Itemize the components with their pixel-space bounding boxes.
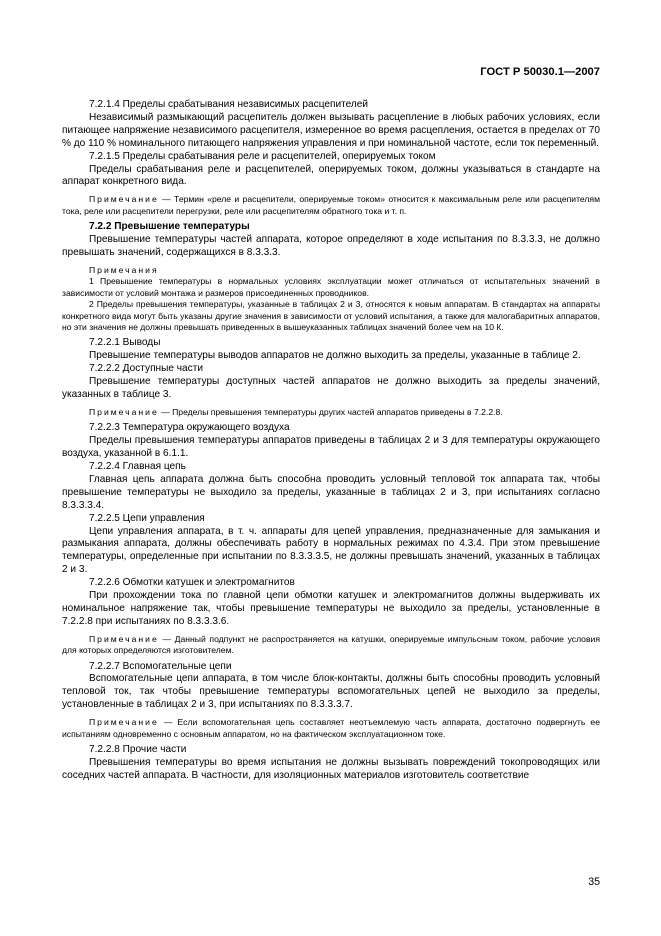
note-item: 2 Пределы превышения температуры, указанные в таблицах 2 и 3, относятся к новым аппаратам. В стандартах на аппараты конкретного вида могут быть указаны другие значения в зависимости от условий испытания, а также для малогабаритных аппаратов, но эти значения не должны превышать приведенных в вышеуказанных таблицах значений более чем на 10 К. xyxy=(62,299,600,332)
notes-label xyxy=(62,265,600,276)
note xyxy=(62,194,600,217)
clause-heading: 7.2.2.4 Главная цепь xyxy=(89,460,186,472)
note-text: — Термин «реле и расцепители, оперируемые током» относится к максимальным реле или расцепителям тока, реле или расцепители перегрузки, реле или расцепителям обратного тока и т. п. xyxy=(62,194,600,216)
note xyxy=(62,407,600,418)
clause-heading: 7.2.1.4 Пределы срабатывания независимых расцепителей xyxy=(89,99,369,110)
document-page xyxy=(62,0,600,936)
note-text: — Данный подпункт не распространяется на катушки, оперируемые импульсным током, рабочие условия для которых определяются изготовителем. xyxy=(62,633,600,656)
standard-header: ГОСТ Р 50030.1—2007 xyxy=(480,66,600,78)
paragraph: При прохождении тока по главной цепи обмотки катушек и электромагнитов должны выдерживать их номинальное напряжение так, чтобы превышение температуры не выходило за пределы, установленные в 7.2.2.8 при испытаниях по 8.3.3.3.6. xyxy=(62,590,600,627)
note-label: Примечание xyxy=(89,194,159,205)
note xyxy=(62,634,600,657)
paragraph: Главная цепь аппарата должна быть способна проводить условный тепловой ток аппарата так, чтобы превышение температуры не выходило за пределы, указанные в таблицах 2 и 3, при испытаниях согласно 8.3.3.3.4. xyxy=(62,473,600,511)
note-label: Примечание xyxy=(89,633,159,644)
paragraph: Превышение температуры доступных частей аппаратов не должно выходить за пределы значений, указанных в таблице 3. xyxy=(62,376,600,400)
note-text: — Пределы превышения температуры других частей аппаратов приведены в 7.2.2.8. xyxy=(158,406,503,417)
note-item: 1 Превышение температуры в нормальных условиях эксплуатации может отличаться от испытательных значений в зависимости от условий монтажа и размеров присоединенных проводников. xyxy=(62,276,600,298)
note-label: Примечание xyxy=(89,406,159,417)
clause-heading: 7.2.2.2 Доступные части xyxy=(89,363,203,375)
note-text: — Если вспомогательная цепь составляет неотъемлемую часть аппарата, достаточно подвергнуть ее испытаниям одновременно с основным аппаратом, но на фактическом эксплуатационном токе. xyxy=(62,717,600,739)
page-number: 35 xyxy=(588,876,600,888)
clause-heading: 7.2.1.5 Пределы срабатывания реле и расцепителей, оперируемых током xyxy=(89,150,436,162)
note-label: Примечания xyxy=(89,264,159,275)
clause-heading: 7.2.2.7 Вспомогательные цепи xyxy=(89,660,232,672)
paragraph: Пределы превышения температуры аппаратов приведены в таблицах 2 и 3 для температуры окружающего воздуха, указанной в 6.1.1. xyxy=(62,435,600,460)
paragraph: Независимый размыкающий расцепитель должен вызывать расцепление в любых рабочих условиях, если питающее напряжение независимого расцепителя, измеренное во время расцепления, остается в пределах от 70 % до 110 % номинального питающего напряжения управления и при номинальной частоте, если ток переменный. xyxy=(62,111,600,149)
paragraph: Пределы срабатывания реле и расцепителей, оперируемых током, должны указываться в стандарте на аппарат конкретного вида. xyxy=(62,163,600,188)
note xyxy=(62,717,600,740)
section-heading: 7.2.2 Превышение температуры xyxy=(89,221,250,233)
paragraph: Превышения температуры во время испытания не должны вызывать повреждений токопроводящих или соседних частей аппарата. В частности, для изоляционных материалов изготовитель соответствие xyxy=(62,756,600,781)
clause-heading: 7.2.2.6 Обмотки катушек и электромагнитов xyxy=(89,577,295,589)
paragraph: Превышение температуры частей аппарата, которое определяют в ходе испытания по 8.3.3.3, не должно превышать значений, содержащихся в 8.3.3.3. xyxy=(62,234,600,258)
note-label: Примечание xyxy=(89,717,159,728)
clause-heading: 7.2.2.3 Температура окружающего воздуха xyxy=(89,422,290,434)
paragraph: Вспомогательные цепи аппарата, в том числе блок-контакты, должны быть способны проводить условный тепловой ток, так чтобы превышение температуры вспомогательных цепей не выходило за пределы, установленные в таблицах 2 и 3, при испытаниях по 8.3.3.3.7. xyxy=(62,673,600,711)
clause-heading: 7.2.2.1 Выводы xyxy=(89,337,161,349)
page-content xyxy=(62,99,600,783)
paragraph: Цепи управления аппарата, в т. ч. аппараты для цепей управления, предназначенные для замыкания и размыкания аппарата, должны обеспечивать работу в нормальных режимах по 4.3.4. При этом превышение температуры, определенные при испытании по 8.3.3.3.5, не должны превышать значений, указанных в таблицах 2 и 3. xyxy=(62,525,600,576)
paragraph: Превышение температуры выводов аппаратов не должно выходить за пределы, указанные в таблице 2. xyxy=(89,350,581,362)
clause-heading: 7.2.2.8 Прочие части xyxy=(89,744,187,755)
clause-heading: 7.2.2.5 Цепи управления xyxy=(89,512,205,524)
